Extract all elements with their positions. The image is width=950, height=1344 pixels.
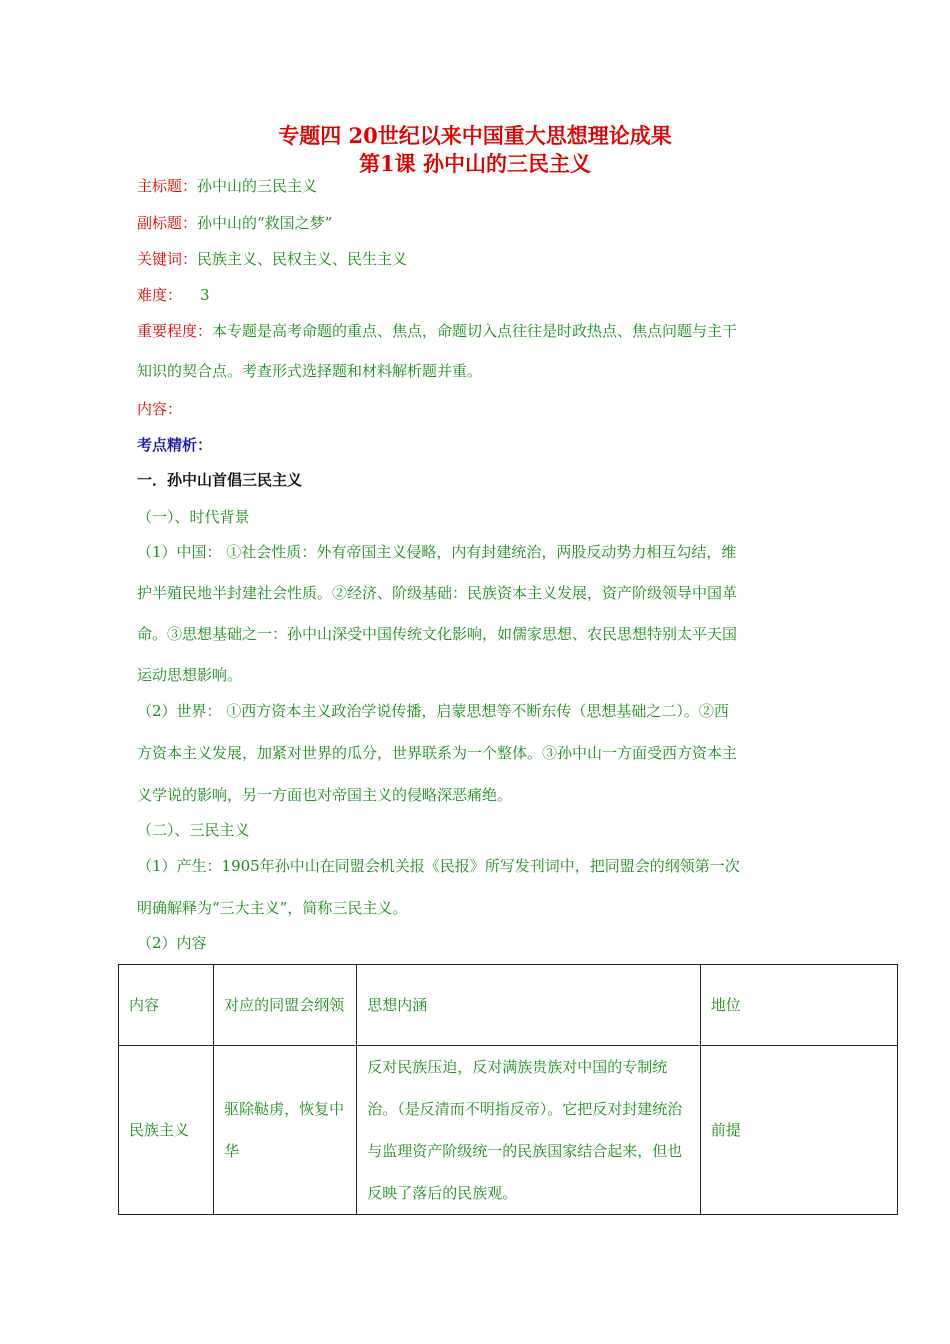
header-meaning: 思想内涵 xyxy=(357,965,700,1046)
three-principles-table xyxy=(118,964,898,1215)
cell-meaning: 反对民族压迫，反对满族贵族对中国的专制统治。（是反清而不明指反帝）。它把反对封建统治与监理资产阶级统一的民族国家结合起来，但也反映了落后的民族观。 xyxy=(357,1046,700,1215)
header-content: 内容 xyxy=(119,965,214,1046)
world-line-3: 义学说的影响，另一方面也对帝国主义的侵略深恶痛绝。 xyxy=(137,786,513,804)
document-title: 专题四 20世纪以来中国重大思想理论成果 xyxy=(278,123,672,148)
world-line-2: 方资本主义发展，加紧对世界的瓜分，世界联系为一个整体。③孙中山一方面受西方资本主 xyxy=(137,744,738,762)
subsection-three-principles-heading: （二）、三民主义 xyxy=(137,821,250,839)
difficulty-value: 3 xyxy=(200,286,210,304)
importance-label: 重要程度： xyxy=(137,322,213,340)
header-status: 地位 xyxy=(700,965,897,1046)
subtitle-row xyxy=(137,212,332,234)
china-line-4: 运动思想影响。 xyxy=(137,666,243,684)
main-title-row xyxy=(137,175,317,197)
china-line-2: 护半殖民地半封建社会性质。②经济、阶级基础：民族资本主义发展，资产阶级领导中国革 xyxy=(137,584,738,602)
keywords-label: 关键词： xyxy=(137,250,198,268)
cell-program: 驱除鞑虏，恢复中华 xyxy=(214,1046,357,1215)
difficulty-row xyxy=(137,284,210,306)
china-line-3: 命。③思想基础之一：孙中山深受中国传统文化影响，如儒家思想、农民思想特别太平天国 xyxy=(137,625,738,643)
difficulty-label: 难度： xyxy=(137,286,183,304)
origin-line-2: 明确解释为“三大主义”，简称三民主义。 xyxy=(137,899,408,917)
exam-points-heading: 考点精析： xyxy=(137,436,213,454)
origin-line-1: （1）产生：1905年孙中山在同盟会机关报《民报》所写发刊词中，把同盟会的纲领第一次 xyxy=(137,857,740,875)
table-header-row xyxy=(119,965,898,1046)
cell-status: 前提 xyxy=(700,1046,897,1215)
main-title-value: 孙中山的三民主义 xyxy=(197,177,318,195)
importance-row xyxy=(137,320,737,342)
header-program: 对应的同盟会纲领 xyxy=(214,965,357,1046)
subtitle-value: 孙中山的“救国之梦” xyxy=(197,214,333,232)
content-label: 内容： xyxy=(137,400,183,418)
main-title-label: 主标题： xyxy=(137,177,198,195)
keywords-value: 民族主义、民权主义、民生主义 xyxy=(197,250,408,268)
subsection-background-heading: （一）、时代背景 xyxy=(137,508,250,526)
subtitle-label: 副标题： xyxy=(137,214,198,232)
section-heading: 一．孙中山首倡三民主义 xyxy=(137,471,303,489)
table-row xyxy=(119,1046,898,1215)
lesson-title: 第1课 孙中山的三民主义 xyxy=(359,151,591,176)
keywords-row xyxy=(137,248,407,270)
china-line-1: （1）中国： ①社会性质：外有帝国主义侵略，内有封建统治，两股反动势力相互勾结，维 xyxy=(137,543,737,561)
cell-content: 民族主义 xyxy=(119,1046,214,1215)
importance-text-line1: 本专题是高考命题的重点、焦点，命题切入点往往是时政热点、焦点问题与主干 xyxy=(212,322,738,340)
content-subheading: （2）内容 xyxy=(137,934,207,952)
importance-text-line2: 知识的契合点。考查形式选择题和材料解析题并重。 xyxy=(137,362,483,380)
world-line-1: （2）世界： ①西方资本主义政治学说传播，启蒙思想等不断东传（思想基础之二）。②西 xyxy=(137,702,729,720)
